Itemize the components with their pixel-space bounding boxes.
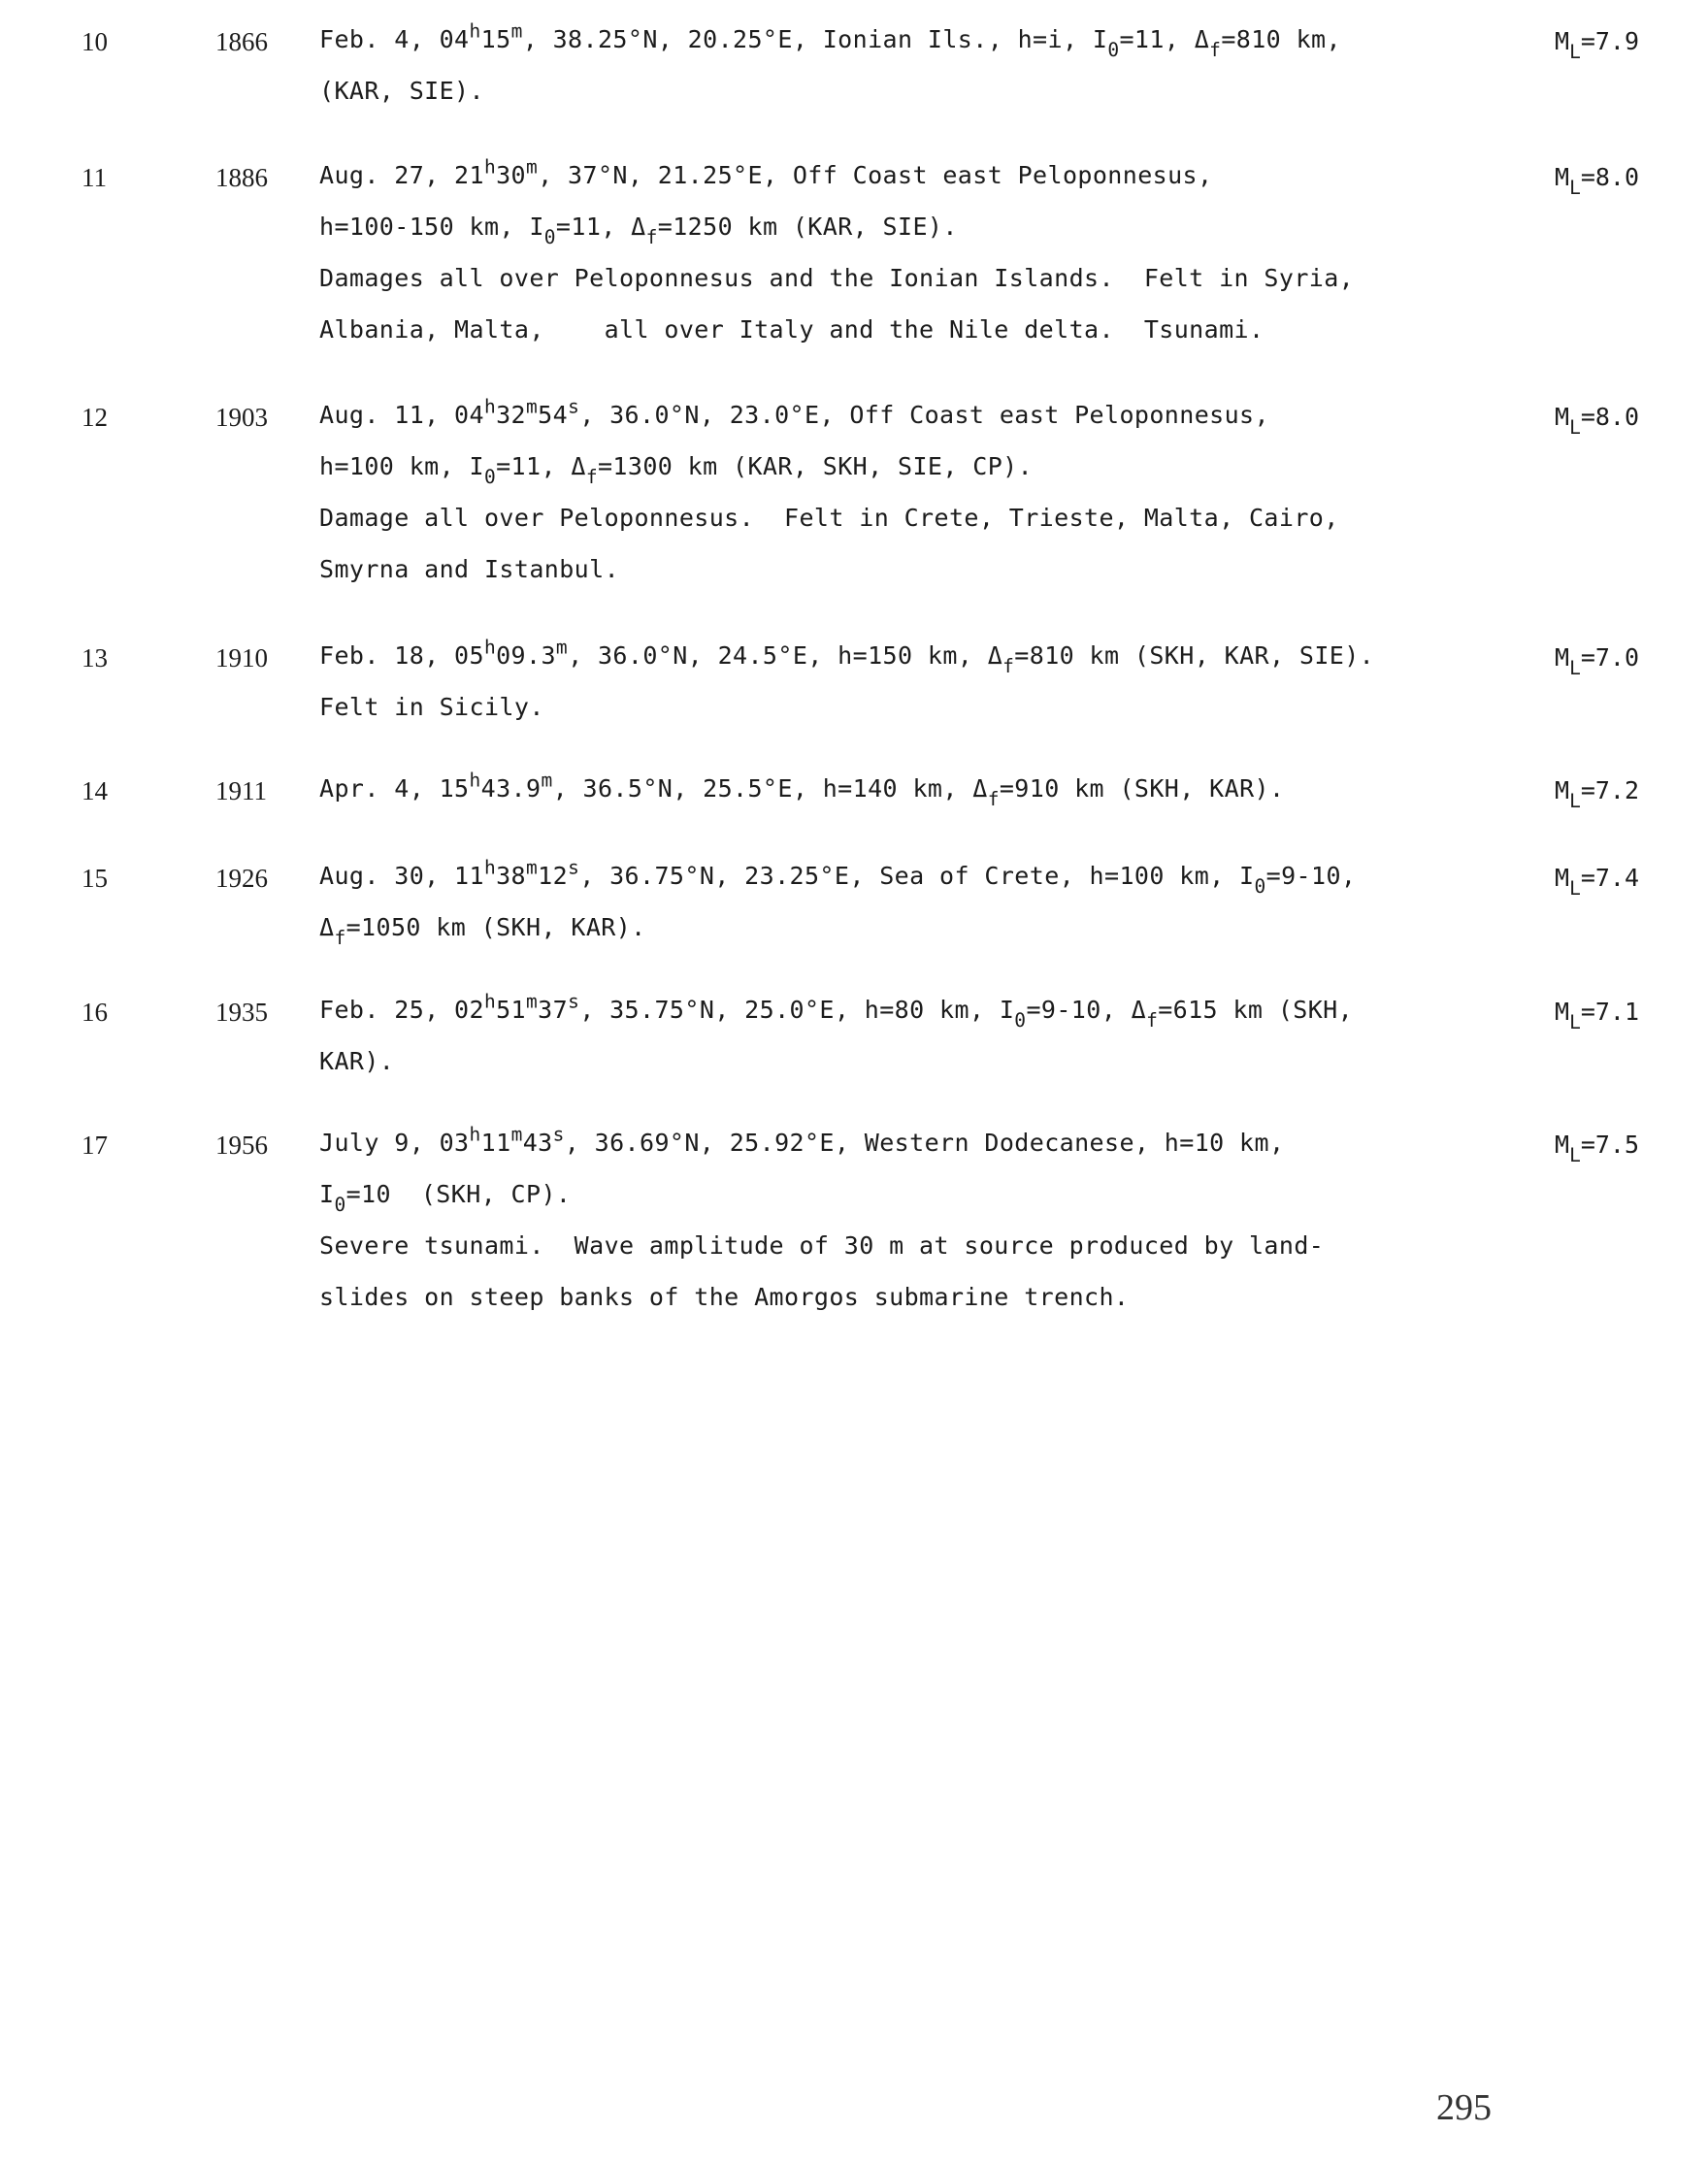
entry-magnitude: $M_L=8.0$ [1555, 163, 1640, 199]
description-line: Apr. 4, 15$^h$43.9$^m$, 36.5°N, 25.5°E, h=140 km, $\Delta_f=910$ km (SKH, KAR). [319, 769, 1285, 810]
description-line: Aug. 30, 11$^h$38$^m$12$^s$, 36.75°N, 23.25°E, Sea of Crete, h=100 km, $I_0=9-10$, [319, 856, 1357, 898]
entry-description [319, 395, 1523, 608]
entry-description [319, 856, 1523, 967]
entry-number: 16 [82, 998, 108, 1027]
description-line: Aug. 27, 21$^h$30$^m$, 37°N, 21.25°E, Off Coast east Peloponnesus, [319, 155, 1213, 189]
description-line: Felt in Sicily. [319, 693, 544, 721]
entry-number: 14 [82, 776, 108, 805]
entry-description [319, 1123, 1523, 1336]
entry-number: 13 [82, 643, 108, 672]
description-line: KAR). [319, 1047, 395, 1075]
entry-number: 12 [82, 403, 108, 432]
description-line: Feb. 25, 02$^h$51$^m$37$^s$, 35.75°N, 25.0°E, h=80 km, $I_0=9-10$, $\Delta_f=615$ km (SKH, [319, 990, 1354, 1032]
entry-year: 1935 [215, 998, 268, 1027]
entry-description [319, 155, 1523, 369]
description-line: $\Delta_f=1050$ km (SKH, KAR). [319, 913, 646, 949]
description-line: Aug. 11, 04$^h$32$^m$54$^s$, 36.0°N, 23.0°E, Off Coast east Peloponnesus, [319, 395, 1269, 429]
entry-magnitude: $M_L=7.1$ [1555, 998, 1640, 1033]
description-line: Albania, Malta, all over Italy and the Nile delta. Tsunami. [319, 315, 1265, 344]
entry-year: 1926 [215, 864, 268, 893]
entry-description [319, 769, 1523, 828]
description-line: July 9, 03$^h$11$^m$43$^s$, 36.69°N, 25.92°E, Western Dodecanese, h=10 km, [319, 1123, 1285, 1157]
description-line: Damage all over Peloponnesus. Felt in Crete, Trieste, Malta, Cairo, [319, 504, 1339, 532]
entry-magnitude: $M_L=7.5$ [1555, 1131, 1640, 1166]
entry-magnitude: $M_L=7.4$ [1555, 864, 1640, 900]
entry-number: 17 [82, 1131, 108, 1160]
entry-number: 10 [82, 27, 108, 56]
description-line: Smyrna and Istanbul. [319, 555, 620, 583]
entry-year: 1866 [215, 27, 268, 56]
description-line: $I_0=10$ (SKH, CP). [319, 1180, 572, 1216]
entry-year: 1910 [215, 643, 268, 672]
entry-number: 11 [82, 163, 107, 192]
description-line: Feb. 4, 04$^h$15$^m$, 38.25°N, 20.25°E, Ionian Ils., h=i, $I_0=11$, $\Delta_f=810$ km, [319, 19, 1341, 61]
entry-description [319, 636, 1523, 746]
page-number: 295 [1436, 2087, 1492, 2128]
entry-magnitude: $M_L=8.0$ [1555, 403, 1640, 439]
description-line: Feb. 18, 05$^h$09.3$^m$, 36.0°N, 24.5°E, h=150 km, $\Delta_f=810$ km (SKH, KAR, SIE). [319, 636, 1375, 677]
description-line: Severe tsunami. Wave amplitude of 30 m at source produced by land- [319, 1231, 1325, 1260]
entry-description [319, 19, 1523, 130]
entry-year: 1886 [215, 163, 268, 192]
entry-magnitude: $M_L=7.2$ [1555, 776, 1640, 812]
entry-year: 1903 [215, 403, 268, 432]
description-line: h=100 km, $I_0=11$, $\Delta_f=1300$ km (KAR, SKH, SIE, CP). [319, 452, 1034, 488]
entry-magnitude: $M_L=7.0$ [1555, 643, 1640, 679]
entry-magnitude: $M_L=7.9$ [1555, 27, 1640, 63]
description-line: (KAR, SIE). [319, 77, 484, 105]
entry-description [319, 990, 1523, 1100]
entry-year: 1911 [215, 776, 267, 805]
description-line: Damages all over Peloponnesus and the Ionian Islands. Felt in Syria, [319, 264, 1355, 292]
entry-year: 1956 [215, 1131, 268, 1160]
description-line: slides on steep banks of the Amorgos submarine trench. [319, 1283, 1130, 1311]
entry-number: 15 [82, 864, 108, 893]
description-line: h=100-150 km, $I_0=11$, $\Delta_f=1250$ km (KAR, SIE). [319, 213, 958, 248]
